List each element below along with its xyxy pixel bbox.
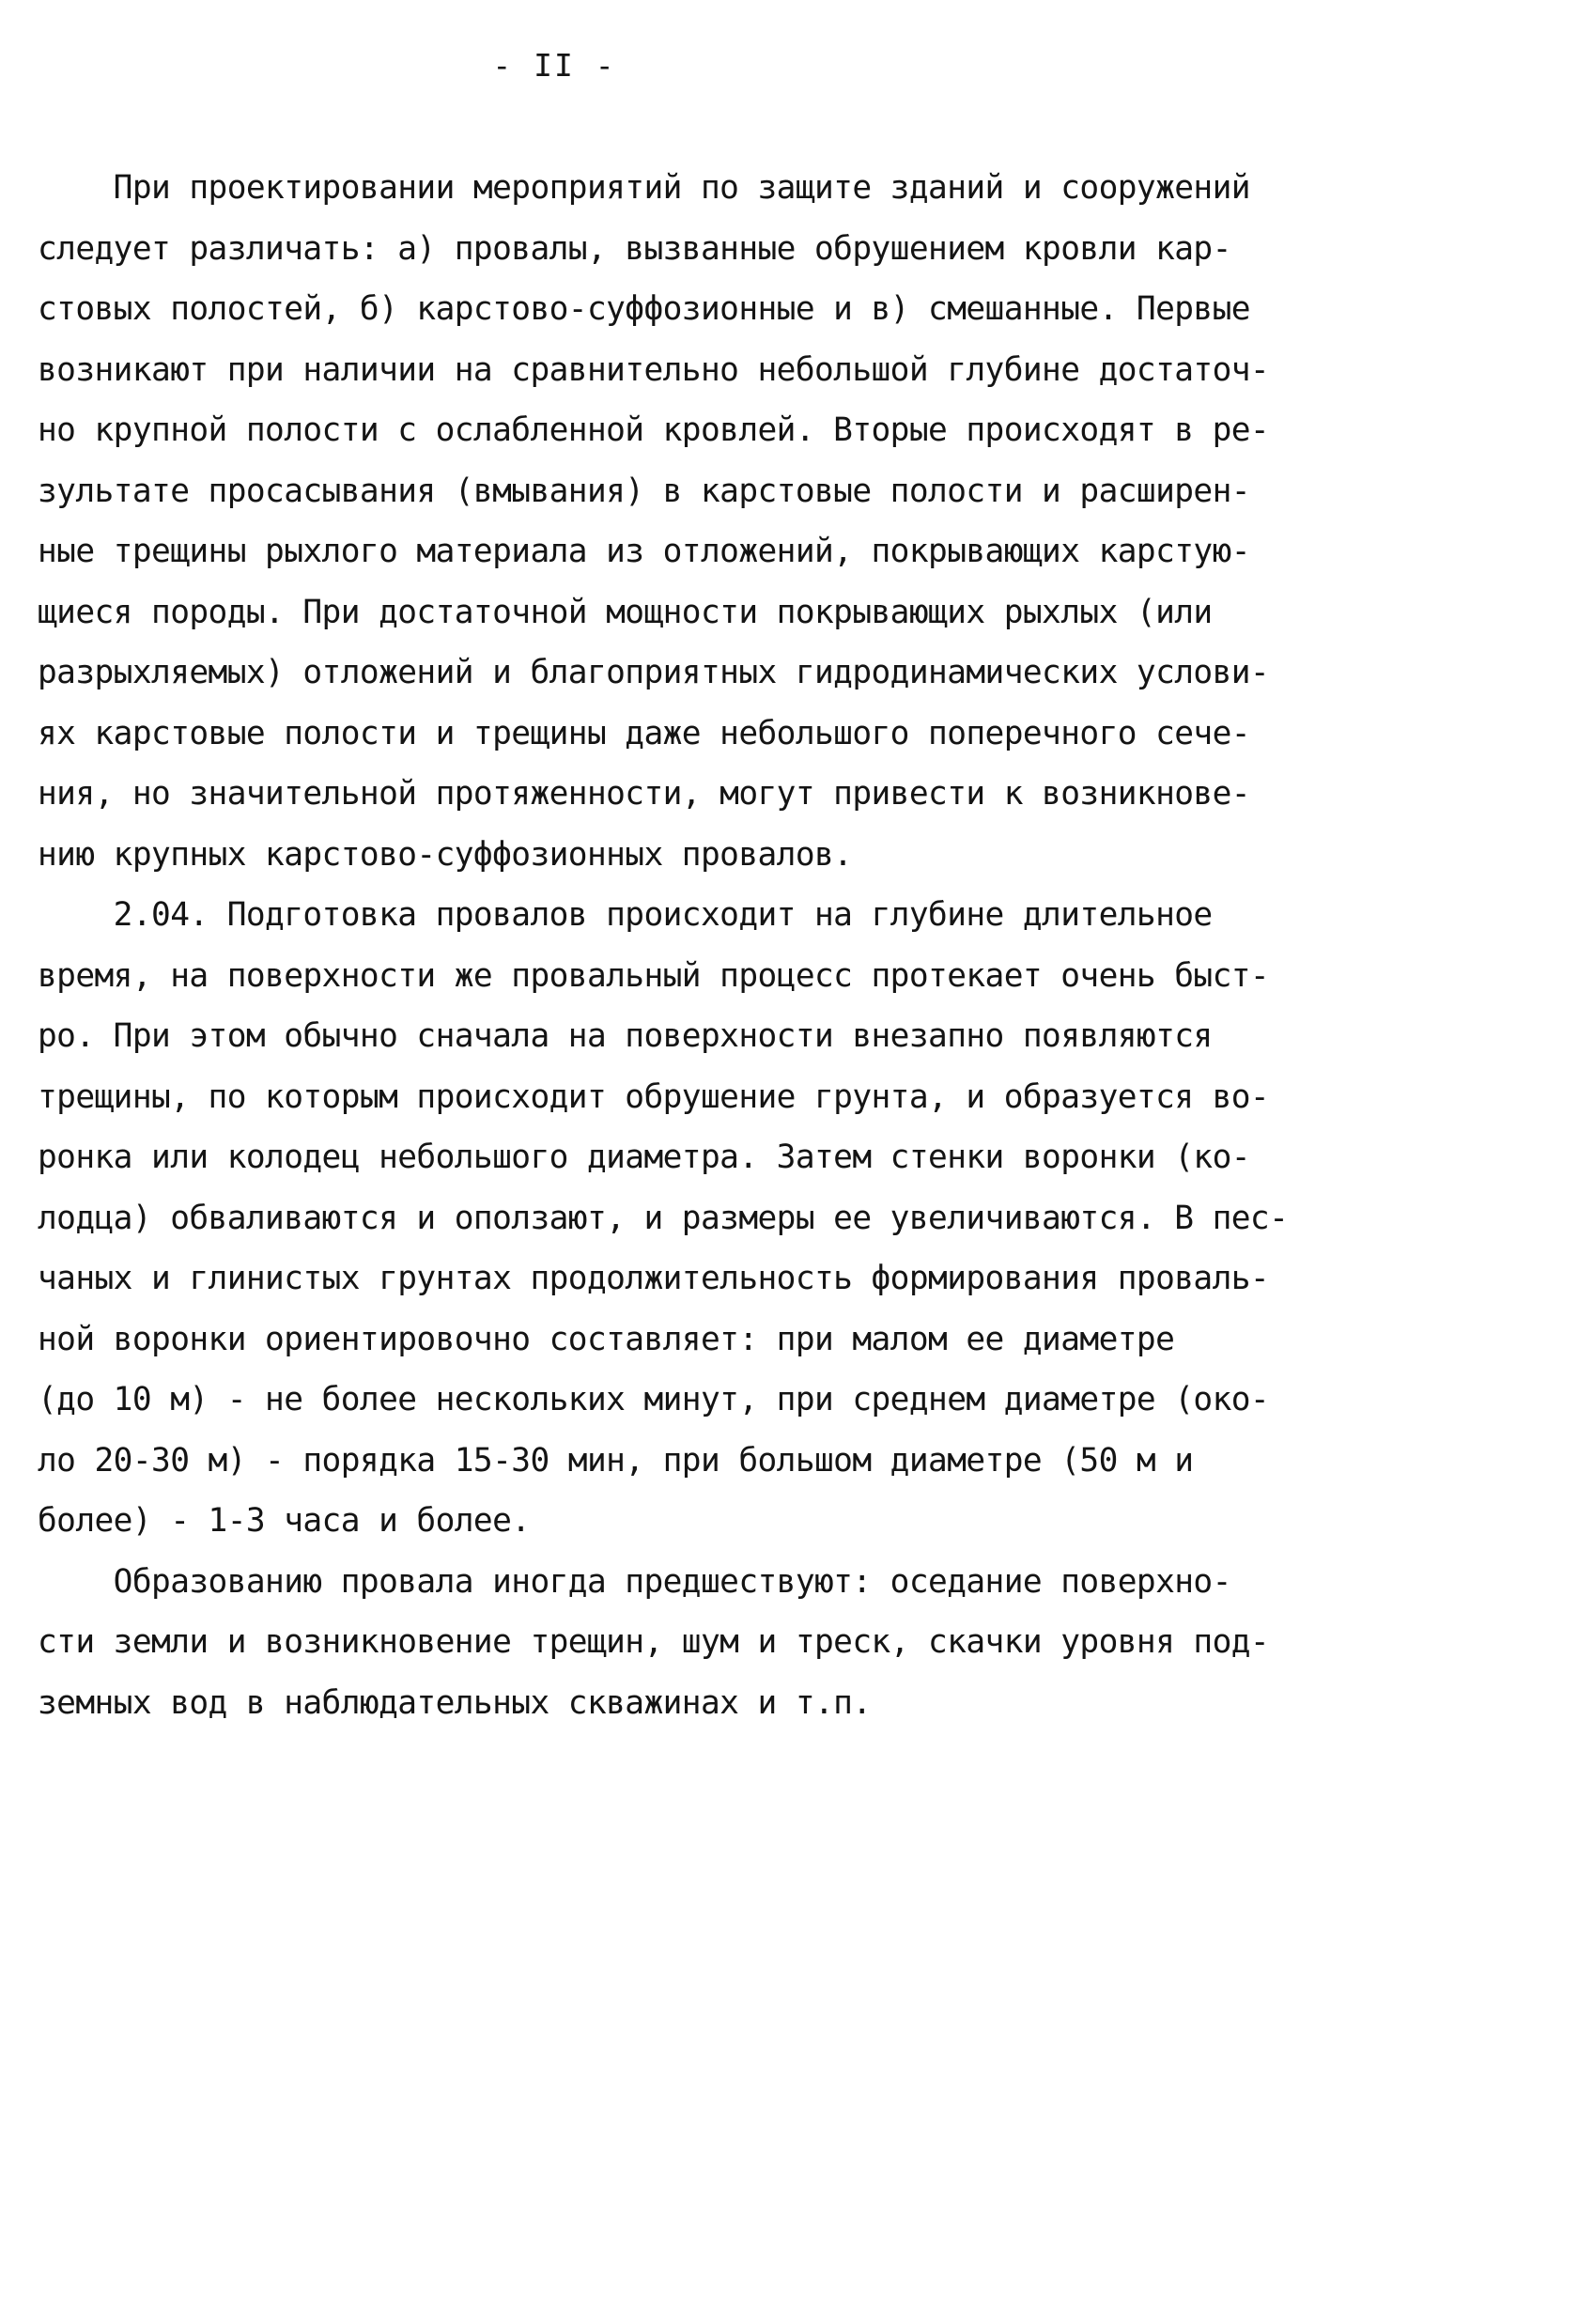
text-line: ронка или колодец небольшого диаметра. Затем стенки воронки (ко- bbox=[38, 1139, 1250, 1176]
text-line: ях карстовые полости и трещины даже небольшого поперечного сече- bbox=[38, 714, 1250, 752]
text-line: зультате просасывания (вмывания) в карстовые полости и расширен- bbox=[38, 472, 1250, 510]
text-line: (до 10 м) - не более нескольких минут, при среднем диаметре (око- bbox=[38, 1381, 1270, 1418]
text-line: Образованию провала иногда предшествуют: оседание поверхно- bbox=[38, 1562, 1231, 1601]
text-line: возникают при наличии на сравнительно небольшой глубине достаточ- bbox=[38, 350, 1270, 389]
text-line: следует различать: а) провалы, вызванные обрушением кровли кар- bbox=[38, 229, 1231, 268]
text-line: земных вод в наблюдательных скважинах и т.п. bbox=[38, 1683, 872, 1722]
text-line: ро. При этом обычно сначала на поверхности внезапно появляются bbox=[38, 1017, 1213, 1055]
text-line: стовых полостей, б) карстово-суффозионные и в) смешанные. Первые bbox=[38, 290, 1250, 328]
paragraph-precursors bbox=[38, 1552, 1296, 1734]
text-line: ной воронки ориентировочно составляет: при малом ее диаметре bbox=[38, 1320, 1175, 1358]
paragraph-cave-collapse-types bbox=[38, 158, 1296, 885]
text-line: ло 20-30 м) - порядка 15-30 мин, при большом диаметре (50 м и bbox=[38, 1441, 1194, 1480]
text-line: чаных и глинистых грунтах продолжительность формирования проваль- bbox=[38, 1260, 1270, 1297]
text-line: разрыхляемых) отложений и благоприятных гидродинамических услови- bbox=[38, 654, 1270, 691]
text-line: нию крупных карстово-суффозионных провалов. bbox=[38, 835, 853, 874]
text-line: щиеся породы. При достаточной мощности покрывающих рыхлых (или bbox=[38, 593, 1213, 631]
document-body bbox=[38, 158, 1296, 1733]
text-line: При проектировании мероприятий по защите зданий и сооружений bbox=[38, 169, 1250, 207]
text-line: время, на поверхности же провальный процесс протекает очень быст- bbox=[38, 956, 1270, 995]
text-line: ные трещины рыхлого материала из отложений, покрывающих карстую- bbox=[38, 533, 1250, 570]
paragraph-2-04 bbox=[38, 885, 1296, 1552]
text-line: лодца) обваливаются и оползают, и размеры ее увеличиваются. В пес- bbox=[38, 1199, 1289, 1237]
text-line: но крупной полости с ослабленной кровлей. Вторые происходят в ре- bbox=[38, 411, 1270, 449]
text-line: сти земли и возникновение трещин, шум и треск, скачки уровня под- bbox=[38, 1623, 1270, 1661]
text-line: ния, но значительной протяженности, могут привести к возникнове- bbox=[38, 775, 1250, 813]
page-number: - II - bbox=[492, 47, 616, 84]
text-line: 2.04. Подготовка провалов происходит на глубине длительное bbox=[38, 896, 1213, 934]
text-line: трещины, по которым происходит обрушение грунта, и образуется во- bbox=[38, 1077, 1270, 1116]
text-line: более) - 1-3 часа и более. bbox=[38, 1502, 531, 1540]
